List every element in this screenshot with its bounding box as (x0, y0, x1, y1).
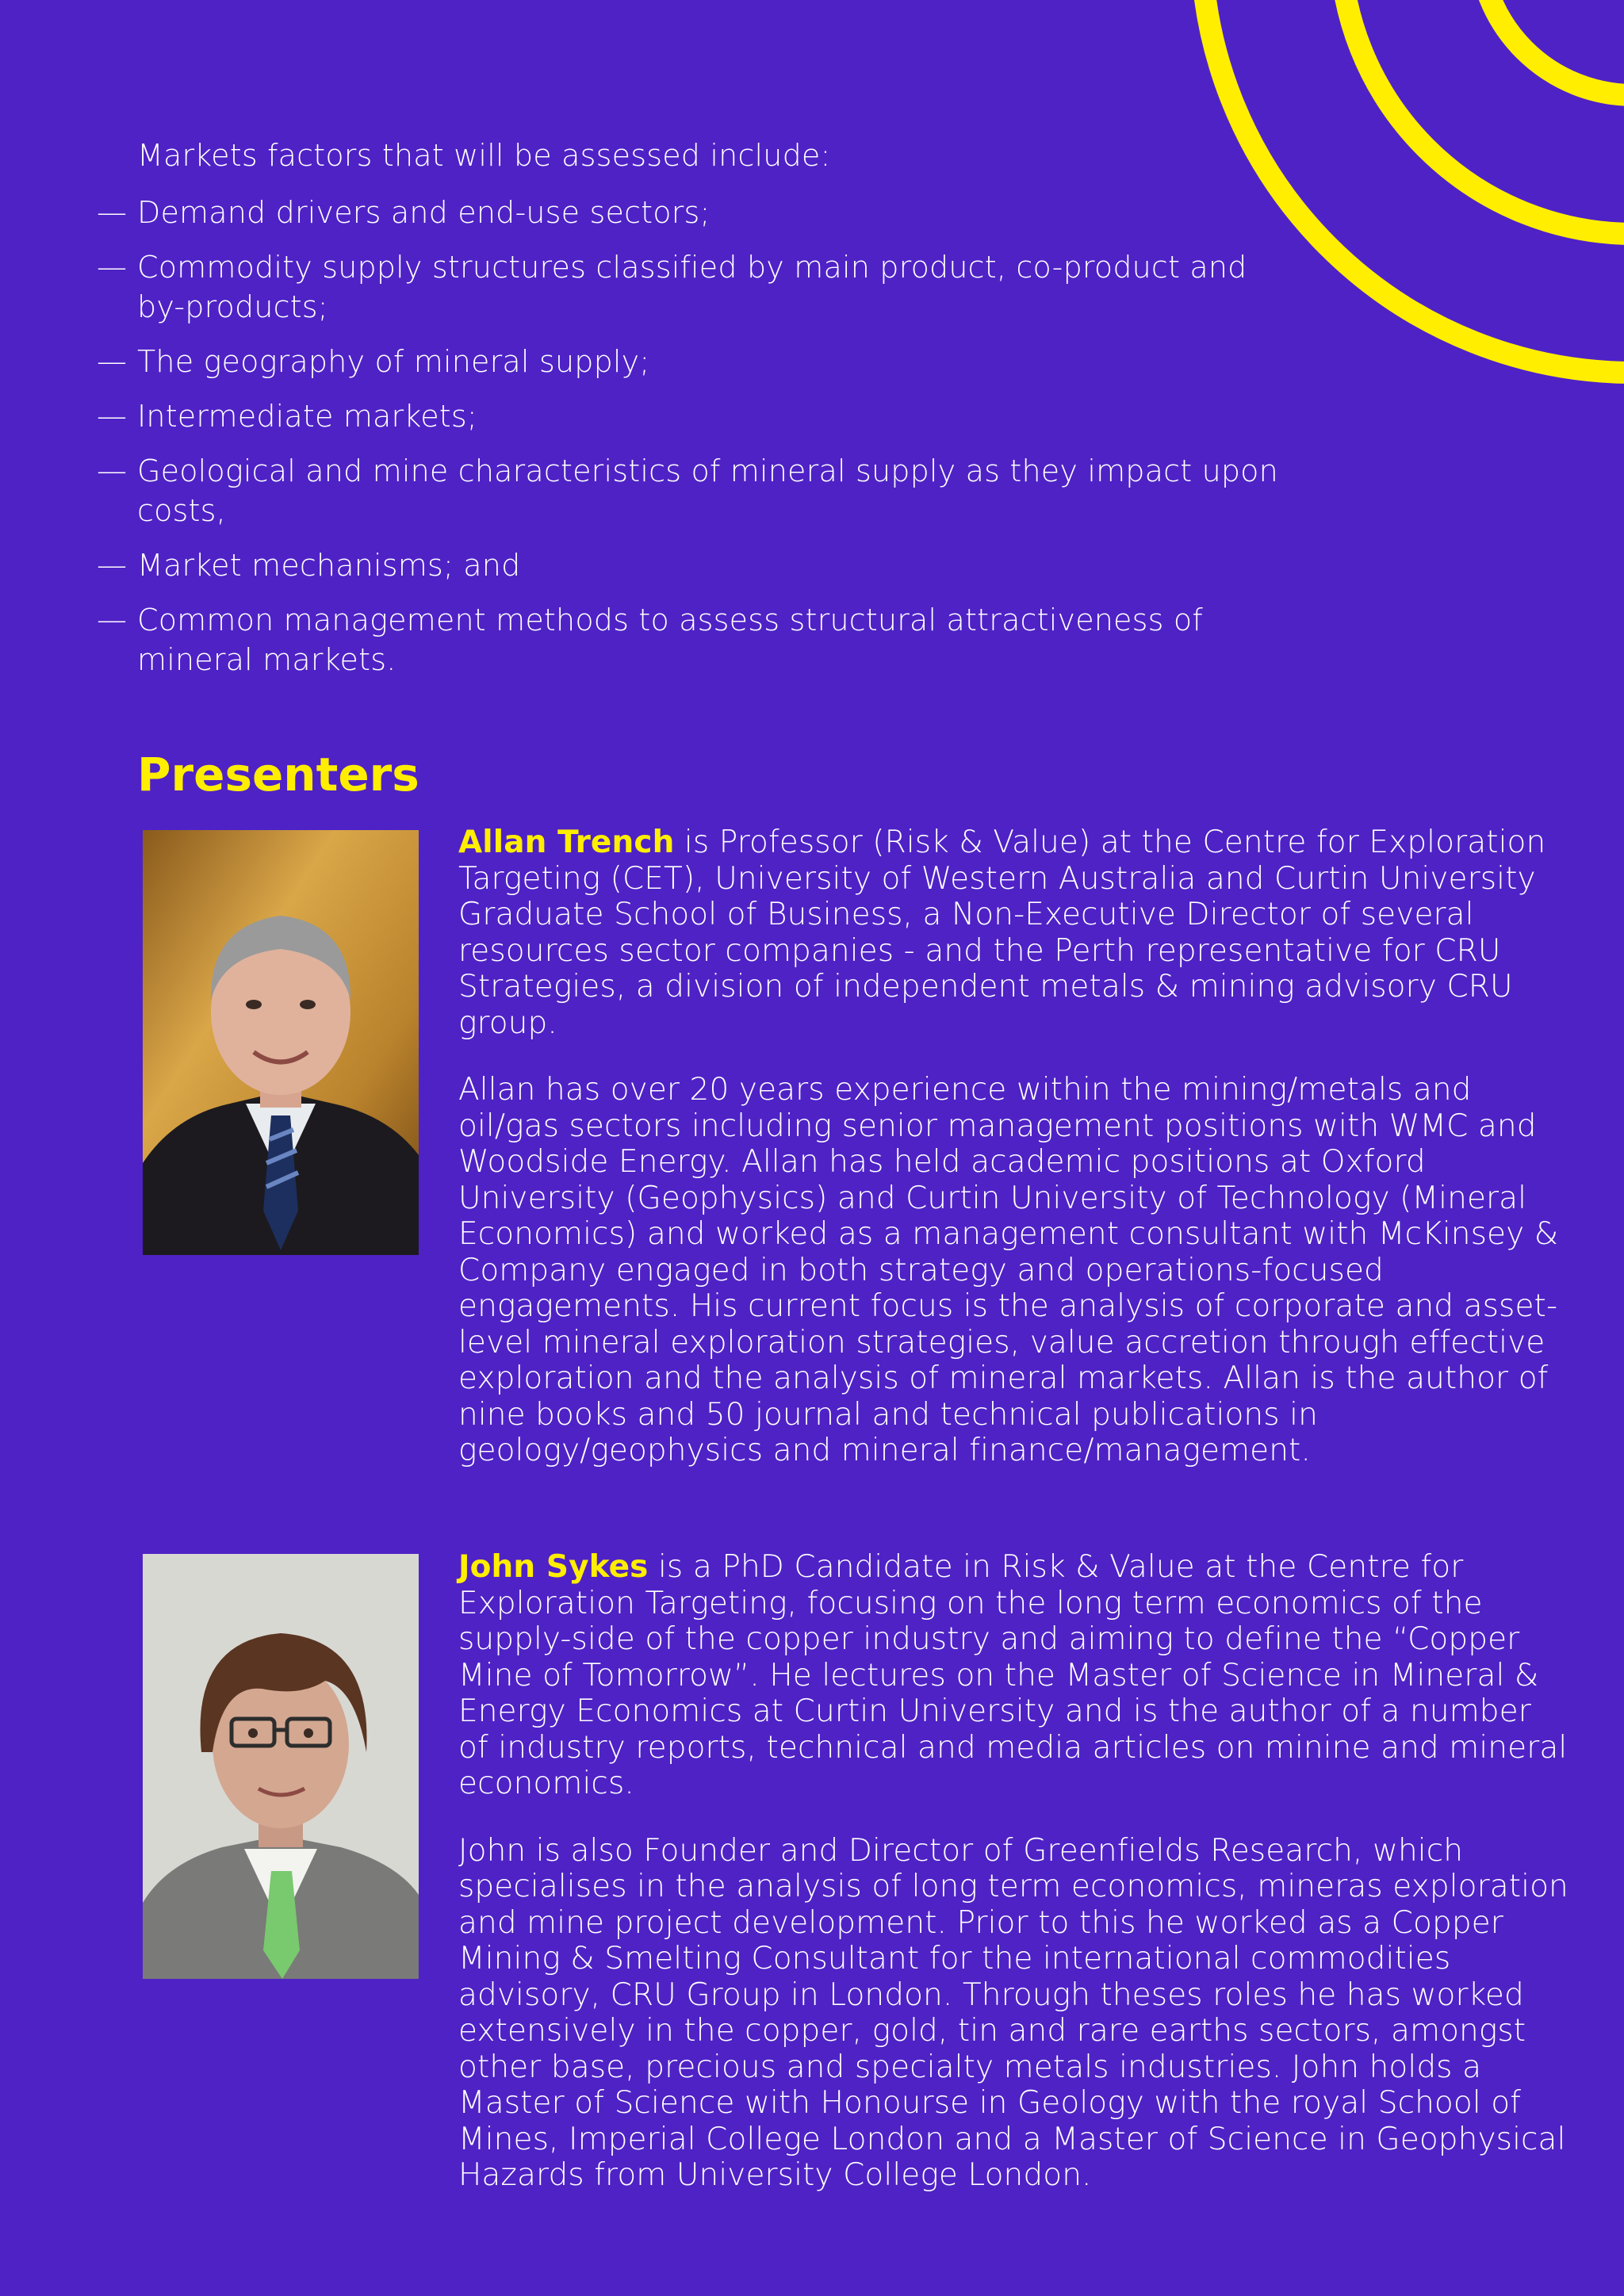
list-item (97, 600, 1327, 679)
dash-marker: — (97, 399, 128, 434)
portrait-image (143, 1554, 419, 1979)
john-sykes-bio (458, 1549, 1568, 2194)
market-factors-intro: Markets factors that will be assessed include: (137, 138, 831, 173)
list-item-text: Geological and mine characteristics of mineral supply as they impact upon costs, (137, 453, 1278, 528)
presenter-name: John Sykes (458, 1549, 649, 1585)
list-item-text: Common management methods to assess structural attractiveness of mineral markets. (137, 603, 1203, 677)
bio-text: is Professor (Risk & Value) at the Centre for Exploration Targeting (CET), University of Western Australia and Curtin University Graduate School of Business, a Non-Executive Director of several resources sector companies - and the Perth representative for CRU Strategies, a division of independent metals & mining advisory CRU group. (458, 825, 1546, 1041)
list-item (97, 247, 1303, 327)
list-item (97, 193, 1270, 232)
market-factors-list (97, 193, 1278, 695)
dash-marker: — (97, 603, 128, 637)
list-item (97, 545, 1270, 585)
bio-paragraph: John is also Founder and Director of Greenfields Research, which specialises in the analysis of long term economics, mineras exploration and mine project development. Prior to this he worked as a Copper Mining & Smelting Consultant for the international commodities advisory, CRU Group in London. Through theses roles he has worked extensively in the copper, gold, tin and rare earths sectors, amongst other base, precious and specialty metals industries. John holds a Master of Science with Honourse in Geology with the royal School of Mines, Imperial College London and a Master of Science in Geophysical Hazards from University College London. (458, 1832, 1568, 2193)
allan-trench-photo (143, 830, 419, 1255)
list-item (97, 342, 1270, 381)
presenter-name: Allan Trench (458, 825, 675, 860)
list-item-text: Market mechanisms; and (137, 548, 521, 583)
dash-marker: — (97, 250, 128, 285)
dash-marker: — (97, 195, 128, 230)
list-item-text: Demand drivers and end-use sectors; (137, 195, 710, 230)
allan-trench-bio (458, 825, 1568, 1469)
john-sykes-photo (143, 1554, 419, 1979)
arc-inner (1479, 0, 1624, 95)
arc-middle (1340, 0, 1624, 234)
bio-text: is a PhD Candidate in Risk & Value at the Centre for Exploration Targeting, focusing on the long term economics of the supply-side of the copper industry and aiming to define the “Copper Mine of Tomorrow”. He lectures on the Master of Science in Mineral & Energy Economics at Curtin University and is the author of a number of industry reports, technical and media articles on minine and mineral economics. (458, 1549, 1568, 1801)
dash-marker: — (97, 344, 128, 379)
list-item-text: Commodity supply structures classified by main product, co-product and by-products; (137, 250, 1247, 324)
dash-marker: — (97, 453, 128, 488)
list-item-text: The geography of mineral supply; (137, 344, 650, 379)
list-item (97, 396, 1270, 436)
bio-paragraph: Allan has over 20 years experience within the mining/metals and oil/gas sectors including senior management positions with WMC and Woodside Energy. Allan has held academic positions at Oxford University (Geophysics) and Curtin University of Technology (Mineral Economics) and worked as a management consultant with McKinsey & Company engaged in both strategy and operations-focused engagements. His current focus is the analysis of corporate and asset-level mineral exploration strategies, value accretion through effective exploration and the analysis of mineral markets. Allan is the author of nine books and 50 journal and technical publications in geology/geophysics and mineral finance/management. (458, 1072, 1559, 1468)
presenters-heading: Presenters (137, 748, 419, 802)
list-item (97, 451, 1327, 530)
bio-paragraph (458, 825, 1568, 1041)
dash-marker: — (97, 548, 128, 583)
list-item-text: Intermediate markets; (137, 399, 477, 434)
bio-paragraph (458, 1549, 1568, 1802)
portrait-image (143, 830, 419, 1255)
